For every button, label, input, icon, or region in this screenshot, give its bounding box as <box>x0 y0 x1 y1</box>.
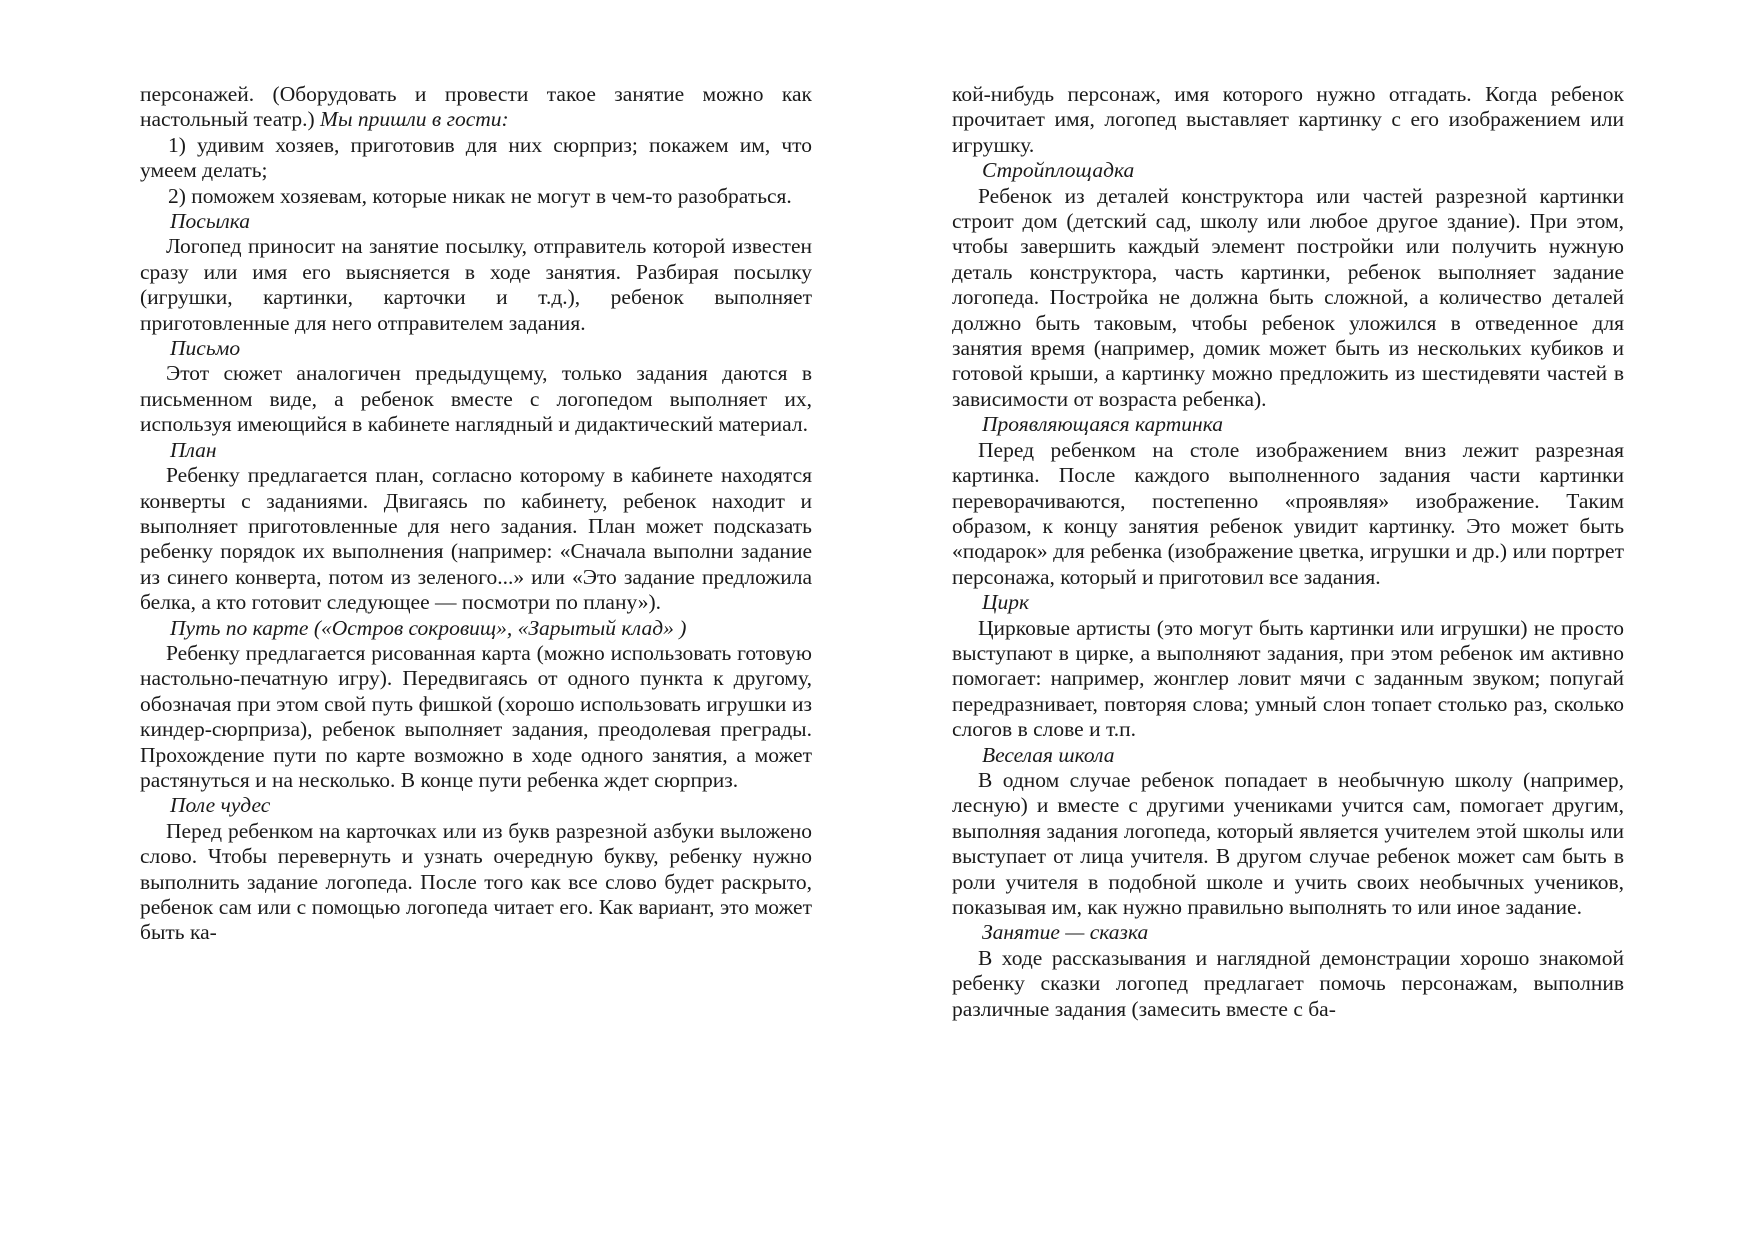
section-text: Логопед приносит на занятие посылку, отправитель которой известен сразу или имя его выясняется в ходе занятия. Разбирая посылку (игрушки, картинки, карточки и т.д.), ребенок выполняет приготовленные для него отправителем задания. <box>140 234 812 335</box>
section-title: План <box>170 437 217 462</box>
section-text: Ребенку предлагается рисованная карта (можно использовать готовую настольно-печатную игру). Передвигаясь от одного пункта к другому, обозначая при этом свой путь фишкой (хорошо использовать игрушки из киндер-сюрприза), ребенок выполняет задания, преодолевая преграды. Прохождение пути по карте возможно в ходе одного занятия, а может растянуться и на несколько. В конце пути ребенка ждет сюрприз. <box>140 640 812 792</box>
section-title: Веселая школа <box>982 742 1115 767</box>
section-text: В ходе рассказывания и наглядной демонстрации хорошо знакомой ребенку сказки логопед предлагает помочь персонажам, выполнив различные задания (замесить вместе с ба- <box>952 945 1624 1021</box>
list-item: 1) удивим хозяев, приготовив для них сюрприз; покажем им, что умеем делать; <box>140 132 812 183</box>
section-title: Поле чудес <box>170 793 271 818</box>
right-page <box>952 82 1624 1022</box>
section-text: Этот сюжет аналогичен предыдущему, только задания даются в письменном виде, а ребенок вместе с логопедом выполняет их, используя имеющийся в кабинете наглядный и дидактический материал. <box>140 361 812 437</box>
section-text: Ребенку предлагается план, согласно которому в кабинете находятся конверты с заданиями. Двигаясь по кабинету, ребенок находит и выполняет приготовленные для него задания. План может подсказать ребенку порядок их выполнения (например: «Сначала выполни задание из синего конверта, потом из зеленого...» или «Это задание предложила белка, а кто готовит следующее — посмотри по плану»). <box>140 463 812 615</box>
section-text: Перед ребенком на столе изображением вниз лежит разрезная картинка. После каждого выполненного задания части картинки переворачиваются, постепенно «проявляя» изображение. Таким образом, к концу занятия ребенок увидит картинку. Это может быть «подарок» для ребенка (изображение цветка, игрушки и др.) или портрет персонажа, который и приготовил все задания. <box>952 437 1624 589</box>
intro-italic: Мы пришли в гости: <box>320 107 509 132</box>
section-title: Проявляющаяся картинка <box>982 412 1223 437</box>
left-page <box>140 82 812 946</box>
list-item: 2) поможем хозяевам, которые никак не могут в чем-то разобраться. <box>168 183 792 208</box>
section-text: Перед ребенком на карточках или из букв разрезной азбуки выложено слово. Чтобы перевернуть и узнать очередную букву, ребенку нужно выполнить задание логопеда. После того как все слово будет раскрыто, ребенок сам или с помощью логопеда читает его. Как вариант, это может быть ка- <box>140 818 812 945</box>
section-title: Письмо <box>170 336 241 361</box>
right-intro: кой-нибудь персонаж, имя которого нужно отгадать. Когда ребенок прочитает имя, логопед выставляет картинку с его изображением или игрушку. <box>952 82 1624 157</box>
section-text: Цирковые артисты (это могут быть картинки или игрушки) не просто выступают в цирке, а выполняют задания, при этом ребенок им активно помогает: например, жонглер ловит мячи с заданным звуком; попугай передразнивает, повторяя слова; умный слон топает столько раз, сколько слогов в слове и т.п. <box>952 615 1624 742</box>
section-title: Стройплощадка <box>982 158 1135 183</box>
left-intro: персонажей. (Оборудовать и провести такое занятие можно как настольный театр.) Мы пришли в гости: <box>140 82 812 132</box>
section-title: Посылка <box>170 209 251 234</box>
section-title: Путь по карте («Остров сокровищ», «Зарытый клад» ) <box>170 615 687 640</box>
section-text: В одном случае ребенок попадает в необычную школу (например, лесную) и вместе с другими учениками учится сам, помогает другим, выполняя задания логопеда, который является учителем этой школы или выступает от лица учителя. В другом случае ребенок может сам быть в роли учителя в подобной школе и учить своих необычных учеников, показывая им, как нужно правильно выполнять то или иное задание. <box>952 767 1624 919</box>
section-title: Цирк <box>982 590 1030 615</box>
section-title: Занятие — сказка <box>982 920 1149 945</box>
section-text: Ребенок из деталей конструктора или частей разрезной картинки строит дом (детский сад, школу или любое другое здание). При этом, чтобы завершить каждый элемент постройки или получить нужную деталь конструктора, часть картинки, ребенок выполняет задание логопеда. Постройка не должна быть сложной, а количество деталей должно быть таковым, чтобы ребенок уложился в отведенное для занятия время (например, домик может быть из нескольких кубиков и готовой крыши, а картинку можно предложить из шестидевяти частей в зависимости от возраста ребенка). <box>952 183 1624 411</box>
